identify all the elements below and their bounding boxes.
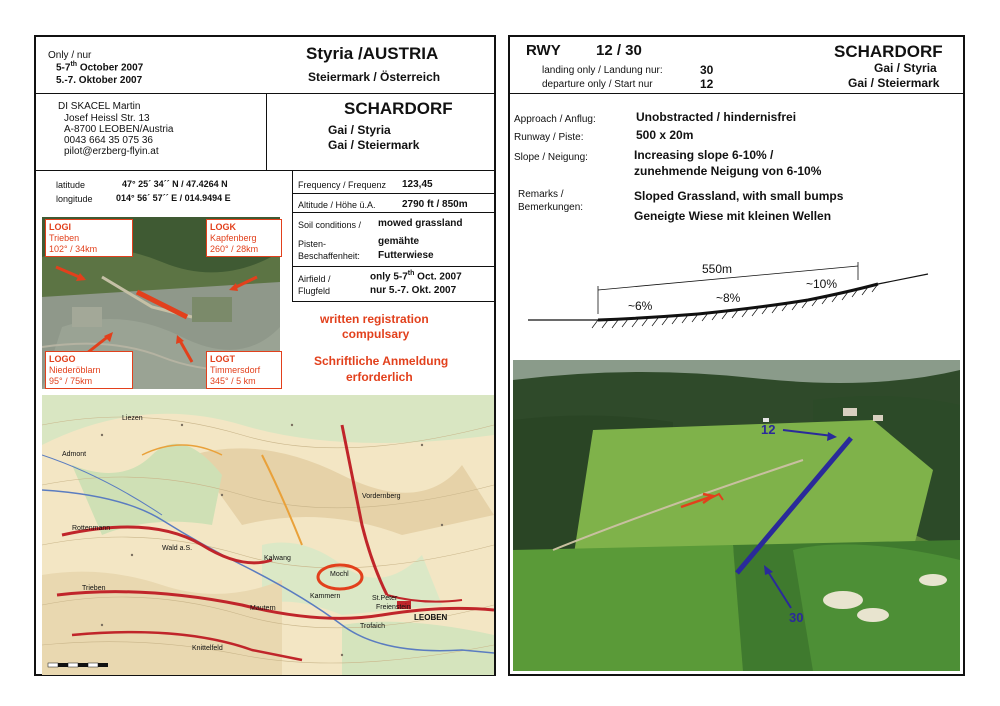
remarks-value-1: Sloped Grassland, with small bumps (634, 189, 844, 203)
departure-value: 12 (700, 77, 714, 91)
date-de: 5.-7. Oktober 2007 (56, 75, 143, 86)
site-line1: Gai / Styria (328, 123, 391, 137)
airfield-value-2: nur 5.-7. Okt. 2007 (370, 285, 457, 296)
map-label-site: Mochl (330, 571, 349, 578)
map-label-town3: Trofaich (360, 623, 386, 630)
longitude-label: longitude (56, 194, 93, 204)
piste-label-2: Beschaffenheit: (298, 251, 360, 261)
map-label-town4: Kammern (310, 593, 341, 600)
map-label-town10: Rottenmann (72, 525, 111, 532)
registration-de-2: erforderlich (346, 370, 413, 384)
divider (36, 93, 494, 94)
profile-length: 550m (702, 262, 733, 276)
frequency-label: Frequency / Frequenz (298, 180, 387, 190)
contact-phone: 0043 664 35 075 36 (64, 135, 153, 146)
divider (510, 93, 963, 94)
map-label-town6: Kalwang (264, 555, 291, 562)
topo-map-image (42, 395, 494, 675)
airfield-photo-image (513, 360, 960, 671)
airfield-label-2: Flugfeld (298, 286, 331, 296)
divider (292, 212, 494, 213)
map-label-town1: St.Peter (372, 595, 398, 602)
latitude-label: latitude (56, 180, 86, 190)
remarks-value-2: Geneigte Wiese mit kleinen Wellen (634, 209, 832, 223)
divider (36, 170, 494, 171)
airport-logi: LOGI Trieben 102° / 34km (45, 219, 133, 257)
registration-en-1: written registration (320, 312, 429, 326)
contact-email[interactable]: pilot@erzberg-flyin.at (64, 146, 159, 157)
site-title: SCHARDORF (344, 99, 453, 118)
airport-logo: LOGO Niederöblarn 95° / 75km (45, 351, 133, 389)
airfield-photo (513, 360, 960, 671)
slope-label: Slope / Neigung: (514, 152, 588, 163)
registration-en-2: compulsary (342, 327, 410, 341)
soil-value: mowed grassland (378, 218, 463, 229)
divider (292, 266, 494, 267)
map-label-city: LEOBEN (414, 613, 448, 622)
airfield-label-1: Airfield / (298, 274, 331, 284)
airport-logt: LOGT Timmersdorf 345° / 5 km (206, 351, 282, 389)
approach-label: Approach / Anflug: (514, 114, 596, 125)
piste-value-1: gemähte (378, 236, 420, 247)
altitude-value: 2790 ft / 850m (402, 199, 468, 210)
map-label-town13: Knittelfeld (192, 645, 223, 652)
slope-value-2: zunehmende Neigung von 6-10% (634, 164, 822, 178)
topo-map (42, 395, 494, 675)
frequency-value: 123,45 (402, 179, 433, 190)
profile-seg1: ~6% (628, 299, 653, 313)
right-title: SCHARDORF (834, 42, 943, 61)
landing-label: landing only / Landung nur: (542, 65, 663, 76)
contact-street: Josef Heissl Str. 13 (64, 113, 150, 124)
piste-label-1: Pisten- (298, 239, 327, 249)
altitude-label: Altitude / Höhe ü.A. (298, 200, 376, 210)
divider (292, 170, 293, 301)
rwy-value: 12 / 30 (596, 42, 642, 59)
remarks-label-1: Remarks / (518, 189, 564, 200)
runway-value: 500 x 20m (636, 128, 694, 142)
contact-name: DI SKACEL Martin (58, 101, 141, 112)
slope-value-1: Increasing slope 6-10% / (634, 148, 774, 162)
longitude-value: 014° 56´ 57´´ E / 014.9494 E (116, 193, 231, 203)
right-panel (508, 35, 965, 676)
region-title: Styria /AUSTRIA (306, 44, 439, 63)
left-panel (34, 35, 496, 676)
only-label: Only / nur (48, 50, 92, 61)
region-subtitle: Steiermark / Österreich (308, 70, 441, 84)
airport-logk: LOGK Kapfenberg 260° / 28km (206, 219, 282, 257)
map-label-town5: Vordernberg (362, 493, 401, 500)
map-label-town8: Wald a.S. (162, 545, 193, 552)
photo-label-rwy12: 12 (761, 422, 776, 437)
piste-value-2: Futterwiese (378, 250, 434, 261)
airfield-value-1: only 5-7th Oct. 2007 (370, 270, 462, 283)
landing-value: 30 (700, 63, 714, 77)
map-label-town9: Trieben (82, 585, 106, 592)
latitude-value: 47° 25´ 34´´ N / 47.4264 N (122, 179, 228, 189)
runway-label: Runway / Piste: (514, 132, 584, 143)
right-line1: Gai / Styria (874, 61, 937, 75)
registration-de-1: Schriftliche Anmeldung (314, 354, 449, 368)
departure-label: departure only / Start nur (542, 79, 653, 90)
map-label-town11: Admont (62, 451, 87, 458)
contact-city: A-8700 LEOBEN/Austria (64, 124, 174, 135)
approach-value: Unobstracted / hindernisfrei (636, 110, 797, 124)
profile-seg2: ~8% (716, 291, 741, 305)
rwy-label: RWY (526, 42, 561, 59)
divider (292, 193, 494, 194)
photo-label-rwy30: 30 (789, 610, 804, 625)
map-label-town12: Liezen (122, 415, 143, 422)
map-label-town2: Freienstein (376, 604, 411, 611)
divider (266, 93, 267, 170)
soil-label: Soil conditions / (298, 220, 362, 230)
right-line2: Gai / Steiermark (848, 76, 940, 90)
profile-seg3: ~10% (806, 277, 838, 291)
site-line2: Gai / Steiermark (328, 138, 420, 152)
date-en: 5-7th October 2007 (56, 61, 144, 74)
remarks-label-2: Bemerkungen: (518, 202, 584, 213)
map-label-town7: Mautern (250, 605, 276, 612)
divider (292, 301, 494, 302)
